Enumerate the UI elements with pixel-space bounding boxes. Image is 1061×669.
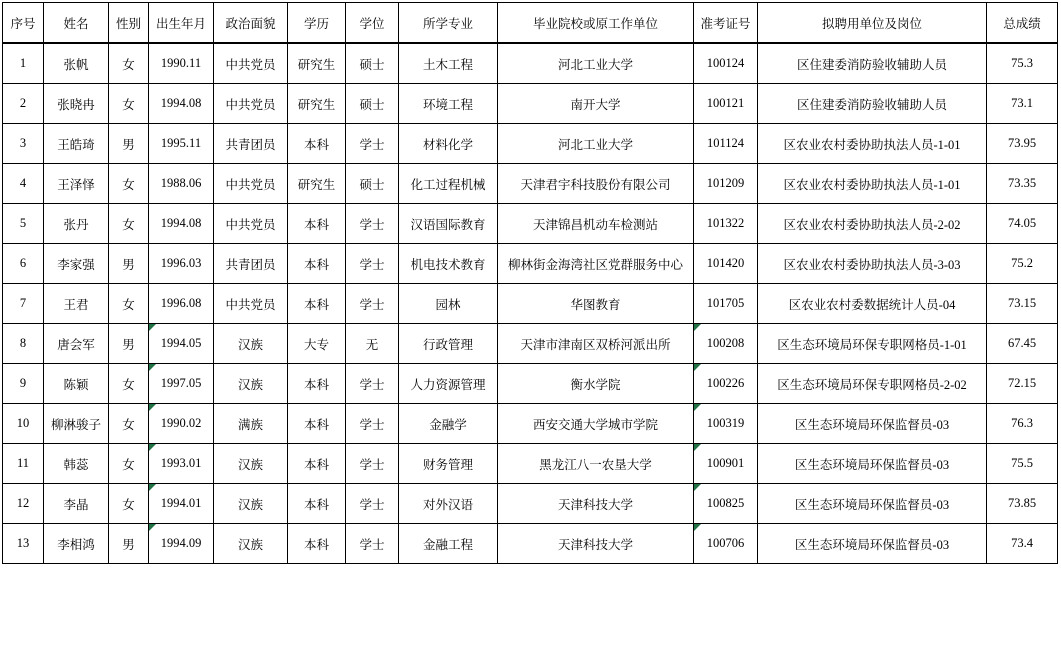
cell-birth: 1994.08 (149, 204, 214, 244)
cell-birth: 1994.01 (149, 484, 214, 524)
col-header-no: 序号 (3, 3, 44, 44)
col-header-score: 总成绩 (987, 3, 1058, 44)
cell-major: 材料化学 (399, 124, 498, 164)
cell-major: 汉语国际教育 (399, 204, 498, 244)
table-header (3, 3, 1058, 44)
cell-major: 金融学 (399, 404, 498, 444)
cell-position: 区住建委消防验收辅助人员 (758, 43, 987, 84)
cell-name: 王皓琦 (44, 124, 109, 164)
cell-exam_no: 100319 (694, 404, 758, 444)
cell-education: 本科 (288, 244, 346, 284)
cell-school: 衡水学院 (498, 364, 694, 404)
cell-education: 本科 (288, 204, 346, 244)
cell-degree: 学士 (346, 524, 399, 564)
cell-score: 73.35 (987, 164, 1058, 204)
cell-gender: 女 (109, 404, 149, 444)
recruitment-result-table (2, 2, 1058, 564)
cell-gender: 男 (109, 124, 149, 164)
table-row (3, 164, 1058, 204)
cell-score: 73.85 (987, 484, 1058, 524)
cell-major: 财务管理 (399, 444, 498, 484)
cell-birth: 1994.05 (149, 324, 214, 364)
table-row (3, 524, 1058, 564)
cell-education: 大专 (288, 324, 346, 364)
cell-name: 李家强 (44, 244, 109, 284)
cell-score: 76.3 (987, 404, 1058, 444)
cell-birth: 1990.02 (149, 404, 214, 444)
cell-school: 南开大学 (498, 84, 694, 124)
cell-major: 园林 (399, 284, 498, 324)
table-row (3, 444, 1058, 484)
cell-major: 环境工程 (399, 84, 498, 124)
cell-school: 天津锦昌机动车检测站 (498, 204, 694, 244)
cell-exam_no: 101420 (694, 244, 758, 284)
cell-position: 区住建委消防验收辅助人员 (758, 84, 987, 124)
cell-no: 8 (3, 324, 44, 364)
cell-exam_no: 100121 (694, 84, 758, 124)
cell-no: 9 (3, 364, 44, 404)
table-body (3, 43, 1058, 564)
cell-name: 柳淋骏子 (44, 404, 109, 444)
cell-birth: 1990.11 (149, 43, 214, 84)
cell-position: 区生态环境局环保监督员-03 (758, 404, 987, 444)
cell-score: 73.95 (987, 124, 1058, 164)
cell-major: 对外汉语 (399, 484, 498, 524)
table-row (3, 204, 1058, 244)
cell-degree: 硕士 (346, 164, 399, 204)
cell-score: 75.5 (987, 444, 1058, 484)
cell-position: 区生态环境局环保专职网格员-1-01 (758, 324, 987, 364)
cell-political: 共青团员 (214, 244, 288, 284)
cell-school: 天津科技大学 (498, 524, 694, 564)
table-row (3, 324, 1058, 364)
cell-major: 土木工程 (399, 43, 498, 84)
cell-degree: 学士 (346, 444, 399, 484)
col-header-degree: 学位 (346, 3, 399, 44)
cell-major: 金融工程 (399, 524, 498, 564)
cell-position: 区农业农村委协助执法人员-1-01 (758, 164, 987, 204)
cell-gender: 男 (109, 324, 149, 364)
cell-degree: 学士 (346, 244, 399, 284)
cell-no: 2 (3, 84, 44, 124)
cell-score: 75.3 (987, 43, 1058, 84)
cell-no: 3 (3, 124, 44, 164)
cell-education: 研究生 (288, 43, 346, 84)
cell-position: 区生态环境局环保专职网格员-2-02 (758, 364, 987, 404)
cell-education: 本科 (288, 404, 346, 444)
cell-gender: 女 (109, 484, 149, 524)
cell-degree: 学士 (346, 124, 399, 164)
cell-score: 73.15 (987, 284, 1058, 324)
col-header-birth: 出生年月 (149, 3, 214, 44)
cell-score: 75.2 (987, 244, 1058, 284)
cell-political: 汉族 (214, 324, 288, 364)
cell-name: 李相鸿 (44, 524, 109, 564)
cell-birth: 1997.05 (149, 364, 214, 404)
cell-no: 10 (3, 404, 44, 444)
cell-degree: 学士 (346, 364, 399, 404)
cell-school: 天津科技大学 (498, 484, 694, 524)
cell-position: 区生态环境局环保监督员-03 (758, 444, 987, 484)
cell-name: 韩蕊 (44, 444, 109, 484)
cell-degree: 硕士 (346, 84, 399, 124)
cell-position: 区农业农村委协助执法人员-3-03 (758, 244, 987, 284)
cell-school: 华图教育 (498, 284, 694, 324)
cell-gender: 女 (109, 43, 149, 84)
cell-position: 区农业农村委数据统计人员-04 (758, 284, 987, 324)
cell-school: 天津市津南区双桥河派出所 (498, 324, 694, 364)
cell-exam_no: 100825 (694, 484, 758, 524)
cell-education: 本科 (288, 124, 346, 164)
cell-school: 天津君宇科技股份有限公司 (498, 164, 694, 204)
table-row (3, 284, 1058, 324)
cell-birth: 1994.09 (149, 524, 214, 564)
cell-score: 67.45 (987, 324, 1058, 364)
cell-position: 区农业农村委协助执法人员-1-01 (758, 124, 987, 164)
cell-degree: 学士 (346, 404, 399, 444)
cell-gender: 男 (109, 244, 149, 284)
table-row (3, 364, 1058, 404)
cell-degree: 学士 (346, 284, 399, 324)
cell-birth: 1988.06 (149, 164, 214, 204)
cell-degree: 硕士 (346, 43, 399, 84)
cell-education: 研究生 (288, 164, 346, 204)
cell-major: 机电技术教育 (399, 244, 498, 284)
cell-major: 人力资源管理 (399, 364, 498, 404)
cell-political: 中共党员 (214, 284, 288, 324)
cell-gender: 女 (109, 84, 149, 124)
cell-degree: 学士 (346, 484, 399, 524)
cell-no: 1 (3, 43, 44, 84)
cell-exam_no: 100226 (694, 364, 758, 404)
cell-school: 柳林街金海湾社区党群服务中心 (498, 244, 694, 284)
cell-position: 区生态环境局环保监督员-03 (758, 484, 987, 524)
cell-political: 汉族 (214, 484, 288, 524)
cell-political: 满族 (214, 404, 288, 444)
cell-birth: 1996.03 (149, 244, 214, 284)
cell-birth: 1994.08 (149, 84, 214, 124)
cell-school: 黑龙江八一农垦大学 (498, 444, 694, 484)
table-row (3, 124, 1058, 164)
cell-exam_no: 101209 (694, 164, 758, 204)
cell-name: 王泽怿 (44, 164, 109, 204)
cell-political: 中共党员 (214, 164, 288, 204)
cell-political: 汉族 (214, 524, 288, 564)
cell-exam_no: 101124 (694, 124, 758, 164)
cell-score: 72.15 (987, 364, 1058, 404)
cell-exam_no: 100901 (694, 444, 758, 484)
cell-name: 陈颖 (44, 364, 109, 404)
cell-exam_no: 101705 (694, 284, 758, 324)
col-header-name: 姓名 (44, 3, 109, 44)
cell-no: 7 (3, 284, 44, 324)
cell-no: 4 (3, 164, 44, 204)
cell-birth: 1993.01 (149, 444, 214, 484)
cell-exam_no: 100124 (694, 43, 758, 84)
col-header-political: 政治面貌 (214, 3, 288, 44)
cell-political: 中共党员 (214, 43, 288, 84)
cell-degree: 无 (346, 324, 399, 364)
cell-name: 张帆 (44, 43, 109, 84)
cell-education: 本科 (288, 524, 346, 564)
cell-political: 汉族 (214, 364, 288, 404)
cell-education: 本科 (288, 364, 346, 404)
table-row (3, 43, 1058, 84)
cell-gender: 女 (109, 204, 149, 244)
cell-education: 本科 (288, 484, 346, 524)
cell-gender: 男 (109, 524, 149, 564)
col-header-education: 学历 (288, 3, 346, 44)
cell-school: 河北工业大学 (498, 124, 694, 164)
cell-school: 西安交通大学城市学院 (498, 404, 694, 444)
cell-education: 本科 (288, 444, 346, 484)
cell-political: 中共党员 (214, 204, 288, 244)
cell-no: 5 (3, 204, 44, 244)
header-row (3, 3, 1058, 44)
cell-gender: 女 (109, 164, 149, 204)
cell-name: 王君 (44, 284, 109, 324)
cell-gender: 女 (109, 284, 149, 324)
col-header-major: 所学专业 (399, 3, 498, 44)
cell-political: 共青团员 (214, 124, 288, 164)
cell-name: 李晶 (44, 484, 109, 524)
cell-political: 汉族 (214, 444, 288, 484)
cell-education: 本科 (288, 284, 346, 324)
cell-name: 张丹 (44, 204, 109, 244)
cell-score: 74.05 (987, 204, 1058, 244)
cell-exam_no: 100706 (694, 524, 758, 564)
cell-no: 13 (3, 524, 44, 564)
cell-education: 研究生 (288, 84, 346, 124)
cell-no: 6 (3, 244, 44, 284)
cell-name: 唐会军 (44, 324, 109, 364)
cell-position: 区农业农村委协助执法人员-2-02 (758, 204, 987, 244)
cell-school: 河北工业大学 (498, 43, 694, 84)
cell-birth: 1995.11 (149, 124, 214, 164)
table-row (3, 404, 1058, 444)
cell-no: 12 (3, 484, 44, 524)
cell-position: 区生态环境局环保监督员-03 (758, 524, 987, 564)
table-row (3, 244, 1058, 284)
cell-gender: 女 (109, 444, 149, 484)
cell-exam_no: 101322 (694, 204, 758, 244)
cell-name: 张晓冉 (44, 84, 109, 124)
table-row (3, 84, 1058, 124)
cell-score: 73.4 (987, 524, 1058, 564)
cell-no: 11 (3, 444, 44, 484)
cell-exam_no: 100208 (694, 324, 758, 364)
col-header-school: 毕业院校或原工作单位 (498, 3, 694, 44)
col-header-position: 拟聘用单位及岗位 (758, 3, 987, 44)
cell-gender: 女 (109, 364, 149, 404)
table-row (3, 484, 1058, 524)
cell-birth: 1996.08 (149, 284, 214, 324)
cell-score: 73.1 (987, 84, 1058, 124)
cell-degree: 学士 (346, 204, 399, 244)
col-header-gender: 性别 (109, 3, 149, 44)
cell-major: 化工过程机械 (399, 164, 498, 204)
cell-political: 中共党员 (214, 84, 288, 124)
cell-major: 行政管理 (399, 324, 498, 364)
col-header-exam_no: 准考证号 (694, 3, 758, 44)
